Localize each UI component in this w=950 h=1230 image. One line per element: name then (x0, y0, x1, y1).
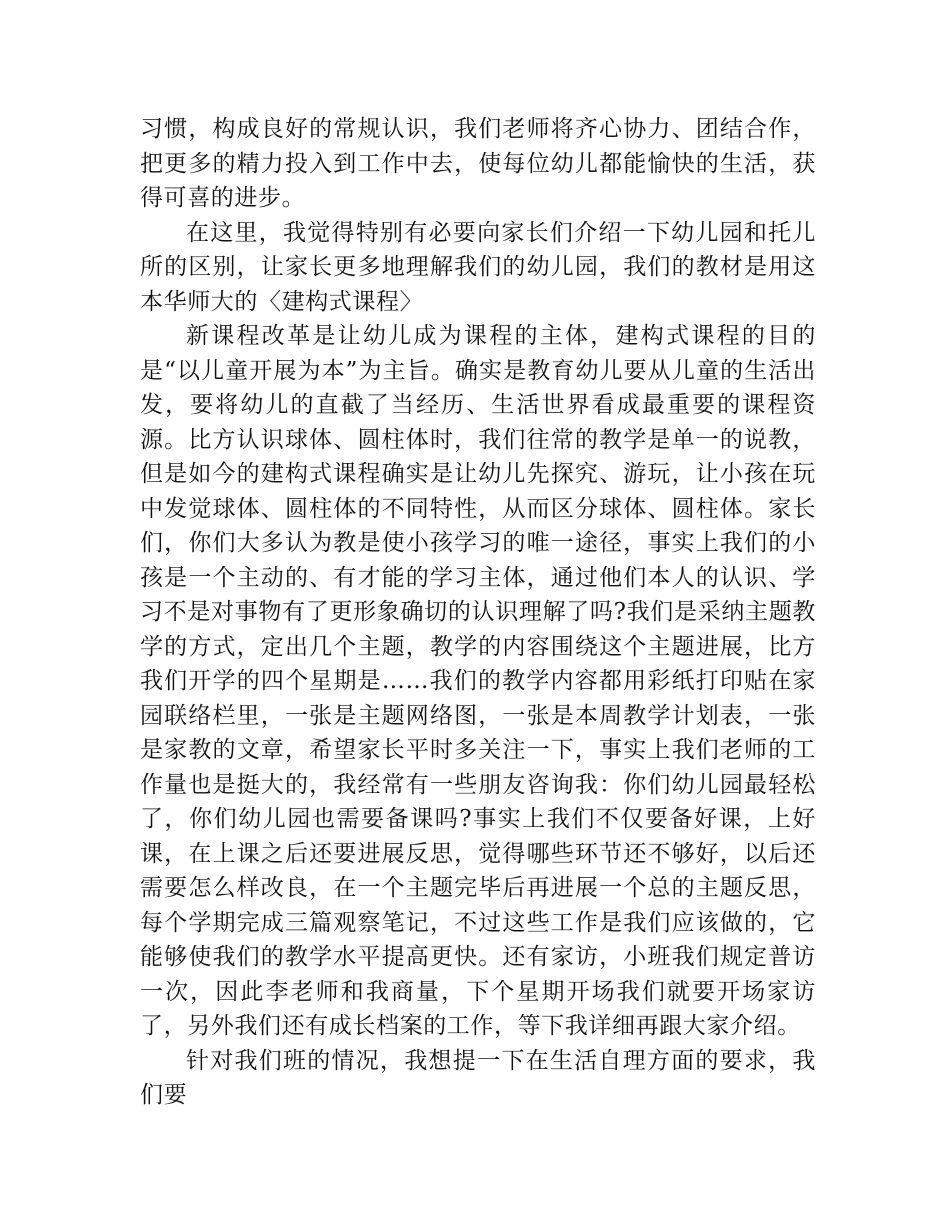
paragraph-3: 新课程改革是让幼儿成为课程的主体，建构式课程的目的是“以儿童开展为本”为主旨。确实是教育幼儿要从儿童的生活出发，要将幼儿的直截了当经历、生活世界看成最重要的课程资源。比方认识球体、圆柱体时，我们往常的教学是单一的说教，但是如今的建构式课程确实是让幼儿先探究、游玩，让小孩在玩中发觉球体、圆柱体的不同特性，从而区分球体、圆柱体。家长们，你们大多认为教是使小孩学习的唯一途径，事实上我们的小孩是一个主动的、有才能的学习主体，通过他们本人的认识、学习不是对事物有了更形象确切的认识理解了吗?我们是采纳主题教学的方式，定出几个主题，教学的内容围绕这个主题进展，比方我们开学的四个星期是……我们的教学内容都用彩纸打印贴在家园联络栏里，一张是主题网络图，一张是本周教学计划表，一张是家教的文章，希望家长平时多关注一下，事实上我们老师的工作量也是挺大的，我经常有一些朋友咨询我：你们幼儿园最轻松了，你们幼儿园也需要备课吗?事实上我们不仅要备好课，上好课，在上课之后还要进展反思，觉得哪些环节还不够好，以后还需要怎么样改良，在一个主题完毕后再进展一个总的主题反思，每个学期完成三篇观察笔记，不过这些工作是我们应该做的，它能够使我们的教学水平提高更快。还有家访，小班我们规定普访一次，因此李老师和我商量，下个星期开场我们就要开场家访了，另外我们还有成长档案的工作，等下我详细再跟大家介绍。 (140, 323, 816, 1039)
document-body (140, 112, 816, 1113)
paragraph-1: 习惯，构成良好的常规认识，我们老师将齐心协力、团结合作，把更多的精力投入到工作中去，使每位幼儿都能愉快的生活，获得可喜的进步。 (140, 116, 816, 211)
paragraph-2: 在这里，我觉得特别有必要向家长们介绍一下幼儿园和托儿所的区别，让家长更多地理解我们的幼儿园，我们的教材是用这本华师大的〈建构式课程〉 (140, 219, 816, 315)
paragraph-4: 针对我们班的情况，我想提一下在生活自理方面的要求，我们要 (140, 1047, 816, 1108)
